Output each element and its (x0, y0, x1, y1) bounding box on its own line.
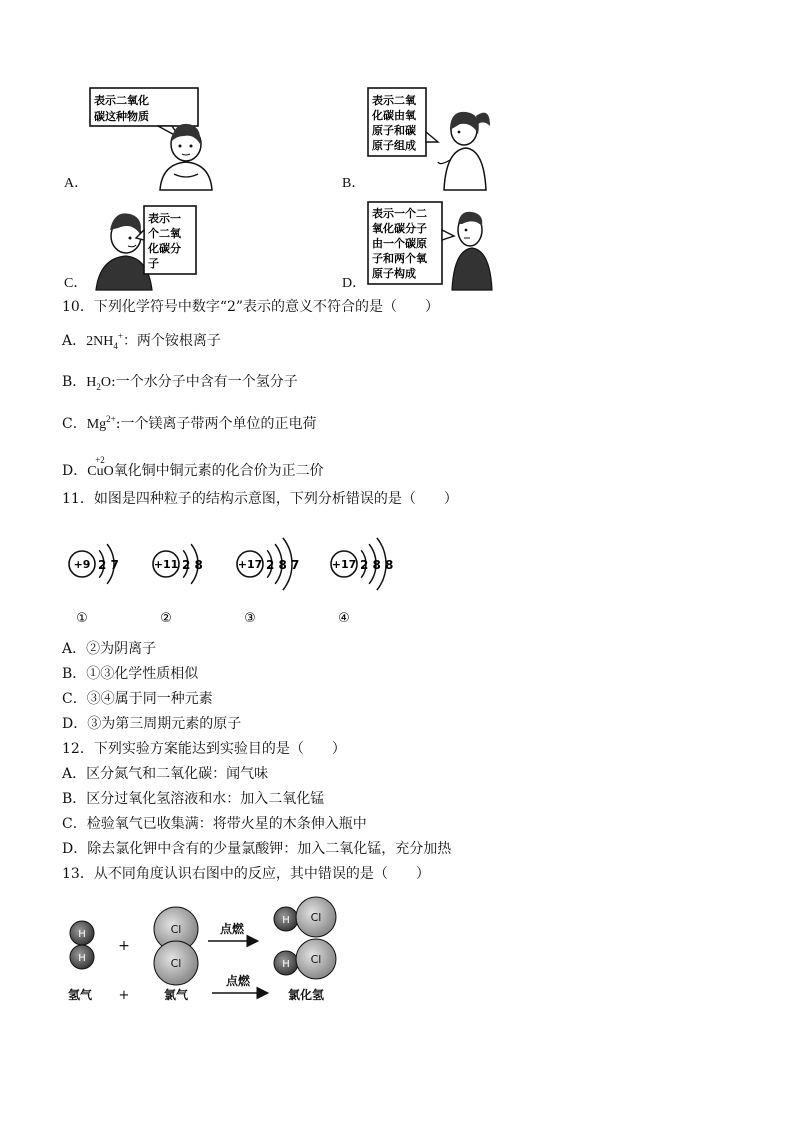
q11-stem: 11．如图是四种粒子的结构示意图，下列分析错误的是（ ） (62, 491, 458, 507)
formula-superscript: 2+ (106, 414, 116, 424)
hcl-molecule (274, 939, 336, 979)
bubble-line: 个二氧 (148, 227, 181, 240)
bubble-line: 子 (148, 257, 159, 270)
q12-option-d[interactable] (62, 840, 451, 858)
q9-option-d-letter: D． (342, 276, 367, 291)
q9-option-c-letter: C． (64, 276, 88, 291)
plus-sign: + (118, 988, 130, 1003)
q10-option-d[interactable] (62, 455, 324, 481)
q13-stem: 13．从不同角度认识右图中的反应，其中错误的是（ ） (62, 866, 430, 882)
bubble-line: 表示一 (148, 212, 181, 225)
option-text: 检验氧气已收集满：将带火星的木条伸入瓶中 (86, 816, 367, 832)
option-desc: :一个镁离子带两个单位的正电荷 (115, 416, 317, 432)
q11-option-b[interactable] (62, 665, 198, 683)
q9-option-a-letter: A． (64, 176, 89, 191)
formula (86, 375, 111, 390)
chlorine-molecule (154, 907, 198, 985)
label-product: 氯化氢 (287, 988, 325, 1002)
option-text: ①③化学性质相似 (86, 666, 199, 682)
option-letter: D． (62, 463, 88, 479)
q11-option-c[interactable] (62, 690, 213, 708)
formula (86, 331, 123, 351)
electron-counts: 2 8 8 (360, 558, 394, 572)
option-letter: B． (62, 666, 87, 682)
option-letter: C． (62, 816, 87, 832)
nucleus-charge: +11 (153, 558, 179, 571)
option-text: 除去氯化钾中含有的少量氯酸钾：加入二氧化锰，充分加热 (87, 841, 452, 857)
h-atom-label: H (282, 959, 290, 970)
plus-sign: + (118, 938, 130, 954)
formula-tail: O (100, 375, 112, 390)
formula-subscript: 4 (113, 341, 118, 351)
valence-mark: +2 (95, 455, 105, 465)
option-desc: :一个水分子中含有一个氢分子 (111, 374, 298, 390)
option-text: ②为阴离子 (86, 641, 157, 657)
option-text: 区分过氧化氢溶液和水：加入二氧化锰 (86, 791, 325, 807)
bubble-line: 表示二氧 (372, 94, 416, 107)
electron-counts: 2 8 7 (266, 558, 300, 572)
formula-subscript: 2 (96, 382, 101, 392)
particle-4 (331, 538, 393, 626)
formula-main: 2NH (86, 334, 114, 349)
cl-atom-label: Cl (310, 911, 322, 924)
q9-option-d[interactable] (340, 200, 540, 292)
label-chlorine: 氯气 (163, 988, 189, 1002)
cl-atom-label: Cl (310, 953, 322, 966)
option-desc: 氧化铜中铜元素的化合价为正二价 (113, 463, 324, 479)
option-letter: B． (62, 791, 87, 807)
option-letter: A． (62, 333, 87, 349)
particle-label: ④ (338, 611, 350, 626)
option-letter: C． (62, 416, 87, 432)
option-letter: D． (62, 716, 88, 732)
q9-option-c[interactable] (62, 200, 282, 292)
bubble-line: 表示一个二 (372, 207, 427, 220)
bubble-line: 原子构成 (372, 267, 416, 280)
formula (87, 455, 114, 481)
particle-2 (153, 544, 203, 626)
q11-option-a[interactable] (62, 640, 156, 658)
bubble-line: 由一个碳原 (372, 237, 427, 250)
nucleus-charge: +9 (73, 558, 91, 571)
particle-label: ① (76, 611, 88, 626)
bubble-line: 化碳由氧 (372, 109, 416, 122)
option-letter: D． (62, 841, 88, 857)
formula-superscript: + (117, 331, 123, 341)
q12-stem: 12．下列实验方案能达到实验目的是（ ） (62, 741, 346, 757)
formula-main: CuO (87, 464, 114, 479)
bubble-line: 表示二氧化 (94, 94, 149, 107)
q9-option-a-figure (88, 86, 268, 192)
nucleus-charge: +17 (237, 558, 263, 571)
hcl-molecule (274, 897, 336, 937)
speech-bubble-tail (426, 132, 438, 142)
particle-label: ③ (244, 611, 256, 626)
hydrogen-molecule (70, 921, 94, 969)
option-desc: ：两个铵根离子 (122, 333, 221, 349)
q10-stem: 10．下列化学符号中数字“2”表示的意义不符合的是（ ） (62, 299, 440, 315)
label-hydrogen: 氢气 (67, 988, 93, 1002)
formula-main: H (86, 375, 97, 390)
electron-counts: 2 7 (98, 558, 119, 572)
q11-option-d[interactable] (62, 715, 241, 733)
h-atom-label: H (78, 929, 86, 940)
bubble-line: 子和两个氧 (372, 252, 427, 265)
reaction-condition: 点燃 (225, 974, 251, 988)
q10-option-a[interactable] (62, 332, 221, 351)
option-letter: C． (62, 691, 87, 707)
q9-option-b-figure (366, 86, 526, 192)
q9-option-b-letter: B． (342, 176, 366, 191)
bubble-line: 原子和碳 (372, 124, 416, 137)
q11-atomic-structure-diagram (62, 518, 402, 628)
bubble-line: 碳这种物质 (94, 110, 149, 123)
q10-option-c[interactable] (62, 415, 316, 434)
particle-3 (237, 538, 299, 626)
q9-option-b[interactable] (340, 86, 540, 192)
bubble-line: 氧化碳分子 (372, 222, 427, 235)
formula (86, 414, 116, 432)
h-atom-label: H (282, 915, 290, 926)
particle-label: ② (160, 611, 172, 626)
cl-atom-label: Cl (170, 957, 182, 970)
option-letter: A． (62, 641, 87, 657)
girl-figure-icon (438, 112, 490, 190)
formula-main: Mg (86, 417, 107, 432)
q12-option-c[interactable] (62, 815, 367, 833)
q9-option-a[interactable] (62, 86, 282, 192)
man-figure-icon (452, 212, 492, 290)
bubble-line: 原子组成 (372, 139, 416, 152)
q12-option-a[interactable] (62, 765, 268, 783)
nucleus-charge: +17 (331, 558, 357, 571)
option-letter: B． (62, 374, 87, 390)
particle-1 (69, 544, 119, 626)
option-letter: A． (62, 766, 87, 782)
q12-option-b[interactable] (62, 790, 324, 808)
option-text: ③④属于同一种元素 (86, 691, 213, 707)
q9-option-d-figure (366, 200, 536, 292)
electron-counts: 2 8 (182, 558, 203, 572)
boy-figure-icon (160, 124, 212, 190)
q13-reaction-diagram (62, 893, 362, 1005)
option-text: ③为第三周期元素的原子 (87, 716, 242, 732)
reaction-condition: 点燃 (219, 922, 245, 936)
speech-bubble-tail (442, 230, 454, 240)
bubble-line: 化碳分 (148, 242, 181, 255)
h-atom-label: H (78, 953, 86, 964)
option-text: 区分氮气和二氧化碳：闻气味 (86, 766, 269, 782)
cl-atom-label: Cl (170, 923, 182, 936)
q10-option-b[interactable] (62, 373, 298, 392)
q9-option-c-figure (88, 200, 258, 292)
